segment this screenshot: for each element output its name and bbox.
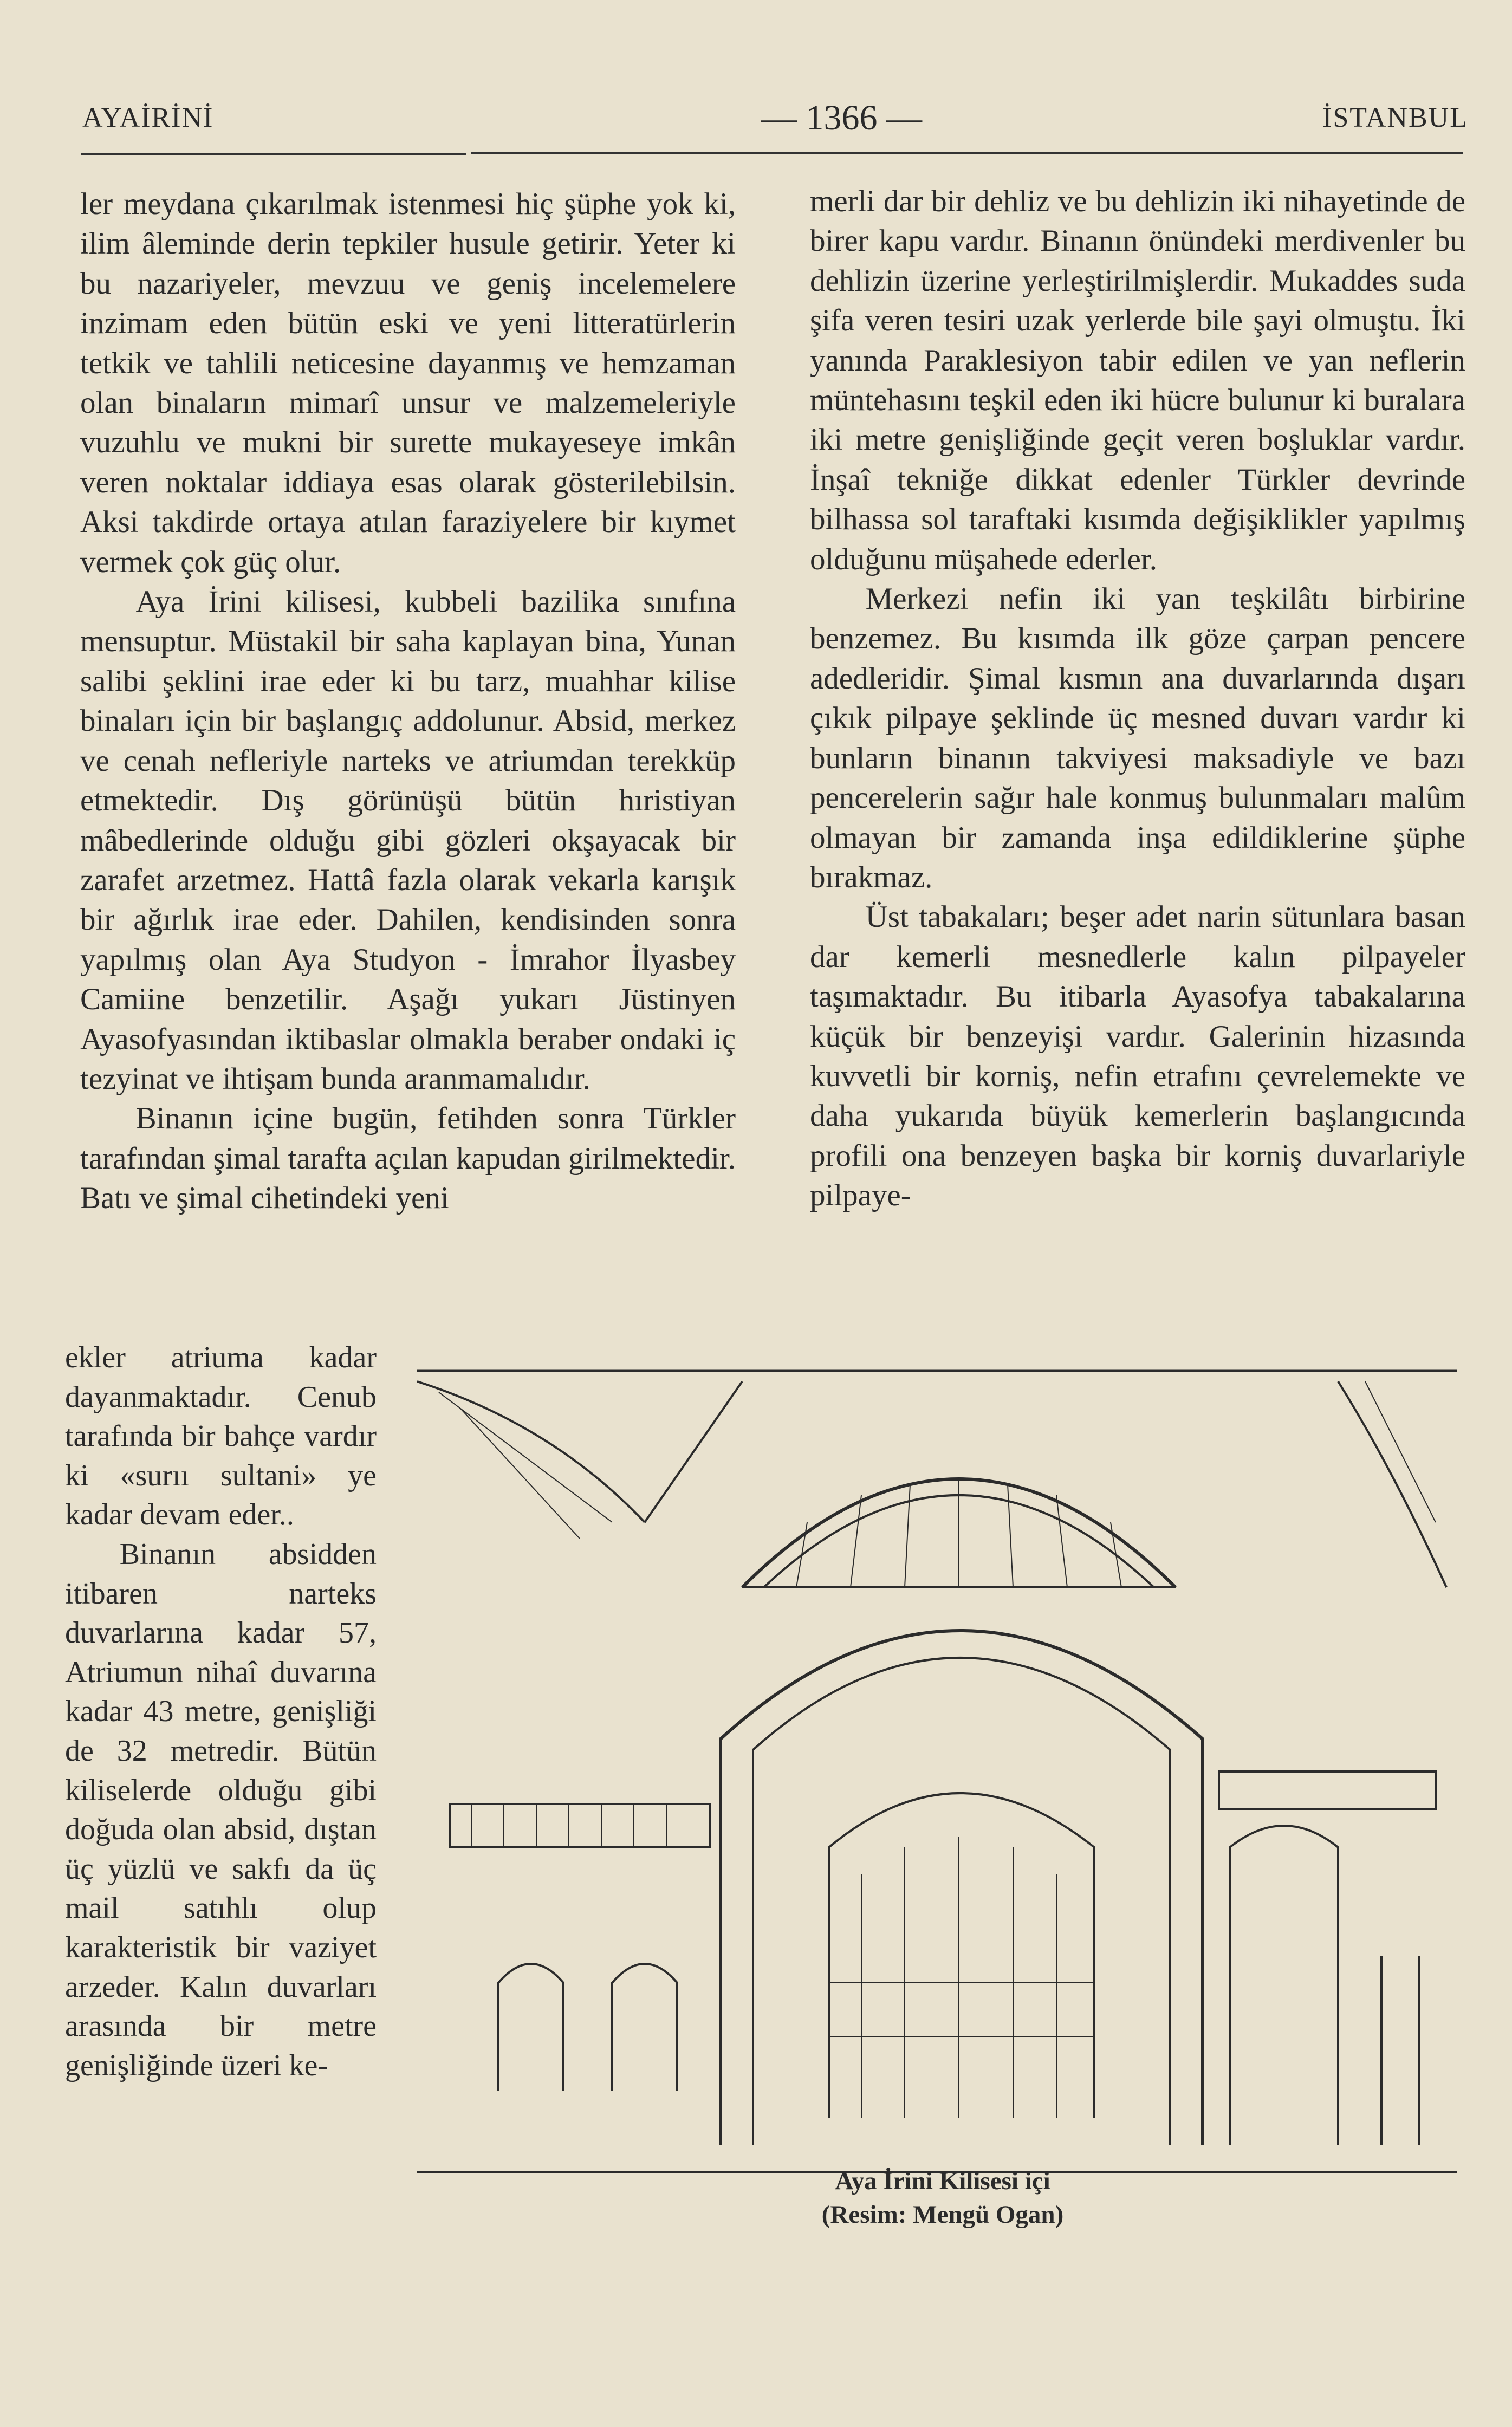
right-column bbox=[810, 181, 1465, 1216]
running-head-right: İSTANBUL bbox=[1322, 102, 1468, 133]
figure-caption bbox=[699, 2164, 1186, 2231]
caption-title: Aya İrini Kilisesi içi bbox=[835, 2167, 1050, 2195]
church-interior-illustration bbox=[417, 1360, 1457, 2199]
paragraph: Binanın içine bugün, fetihden sonra Türkler tarafından şimal tarafta açılan kapudan girilmektedir. Batı ve şimal cihetindeki yeni bbox=[80, 1101, 736, 1216]
page-header bbox=[76, 98, 1468, 138]
paragraph: ekler atriuma kadar dayanmaktadır. Cenub tarafında bir bahçe vardır ki «surıı sultani» ye kadar devam eder.. bbox=[65, 1341, 377, 1532]
page-number: — 1366 — bbox=[761, 98, 922, 138]
paragraph: Binanın absidden itibaren narteks duvarlarına kadar 57, Atriumun nihaî duvarına kadar 43 metre, genişliği de 32 metredir. Bütün kiliselerde olduğu gibi doğuda olan absid, dıştan üç yüzlü ve sakfı da üç mail satıhlı olup karakteristik bir vaziyet arzeder. Kalın duvarları arasında bir metre genişliğinde üzeri ke- bbox=[65, 1537, 377, 2082]
running-head-left: AYAİRİNİ bbox=[82, 102, 214, 133]
narrow-column bbox=[65, 1338, 377, 2085]
header-rule-right bbox=[471, 152, 1463, 154]
header-rule-left bbox=[81, 153, 466, 155]
illustration-drawing bbox=[417, 1360, 1457, 2199]
paragraph: Merkezi nefin iki yan teşkilâtı birbirine benzemez. Bu kısımda ilk göze çarpan pencere adedleridir. Şimal kısmın ana duvarlarında dışarı çıkık pilpaye şeklinde üç mesned duvarı vardır ki bunların binanın takviyesi maksadiyle ve bazı pencerelerin sağır hale konmuş bulunmaları malûm olmayan bir zamanda inşa edildiklerine şüphe bırakmaz. bbox=[810, 582, 1465, 894]
paragraph: Üst tabakaları; beşer adet narin sütunlara basan dar kemerli mesnedlerle kalın pilpayeler taşımaktadır. Bu itibarla Ayasofya tabakalarına küçük bir benzeyişi vardır. Galerinin hizasında kuvvetli bir korniş, nefin etrafını çevrelemekte ve daha yukarıda büyük kemerlerin başlangıcında profili ona benzeyen başka bir korniş duvarlariyle pilpaye- bbox=[810, 900, 1465, 1213]
paragraph: Aya İrini kilisesi, kubbeli bazilika sınıfına mensuptur. Müstakil bir saha kaplayan bina, Yunan salibi şeklini irae eder ki bu tarz, muahhar kilise binaları için bir başlangıç addolunur. Absid, merkez ve cenah nefleriyle narteks ve atriumdan terekküp etmektedir. Dış görünüşü bütün hıristiyan mâbedlerinde olduğu gibi gözleri okşayacak bir zarafet arzetmez. Hattâ fazla olarak vekarla karışık bir ağırlık irae eder. Dahilen, kendisinden sonra yapılmış olan Aya Studyon - İmrahor İlyasbey Camiine benzetilir. Aşağı yukarı Jüstinyen Ayasofyasından iktibaslar olmakla beraber ondaki iç tezyinat ve ihtişam bunda aranmamalıdır. bbox=[80, 585, 736, 1096]
caption-credit: (Resim: Mengü Ogan) bbox=[821, 2201, 1064, 2229]
left-column bbox=[80, 184, 736, 1218]
paragraph: ler meydana çıkarılmak istenmesi hiç şüphe yok ki, ilim âleminde derin tepkiler husule getirir. Yeter ki bu nazariyeler, mevzuu ve geniş incelemelere inzimam eden bütün eski ve yeni litteratürlerin tetkik ve tahlili neticesine dayanmış ve hemzaman olan binaların mimarî unsur ve malzemeleriyle vuzuhlu ve mukni bir surette mukayeseye imkân veren noktalar iddiaya esas olarak gösterilebilsin. Aksi takdirde ortaya atılan faraziyelere bir kıymet vermek çok güç olur. bbox=[80, 187, 736, 579]
paragraph: merli dar bir dehliz ve bu dehlizin iki nihayetinde de birer kapu vardır. Binanın önündeki merdivenler bu dehlizin üzerine yerleştirilmişlerdir. Mukaddes suda şifa veren tesiri uzak yerlerde bile şayi olmuştu. İki yanında Paraklesiyon tabir edilen ve yan neflerin müntehasını teşkil eden iki hücre bulunur ki buralara iki metre genişliğinde geçit veren boşluklar vardır. İnşaî tekniğe dikkat edenler Türkler devrinde bilhassa sol taraftaki kısımda değişiklikler yapılmış olduğunu müşahede ederler. bbox=[810, 184, 1465, 576]
